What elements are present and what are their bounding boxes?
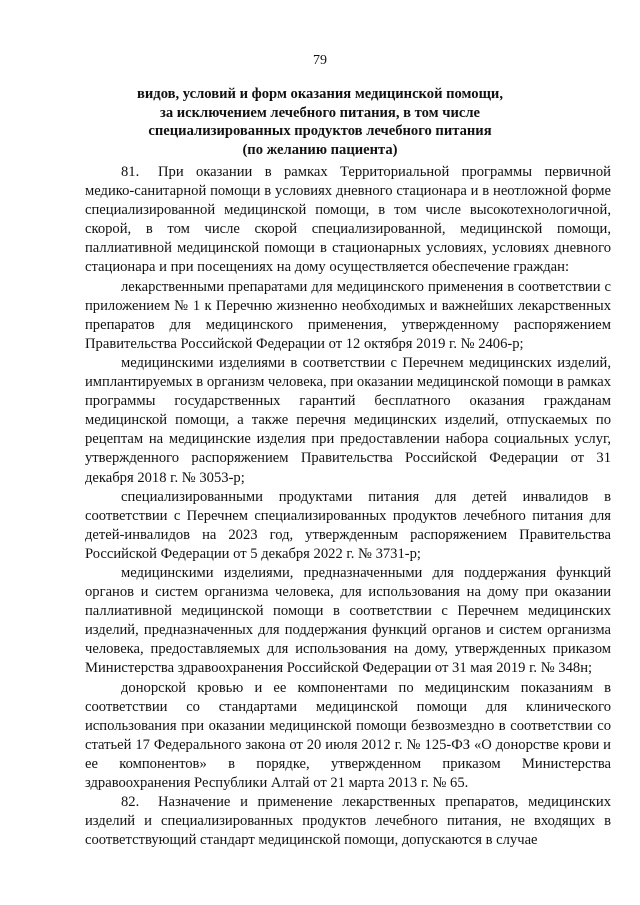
paragraph-nutrition-products <box>85 488 611 564</box>
section-heading <box>100 85 540 160</box>
paragraph-81 <box>85 163 611 278</box>
paragraph-text: медицинскими изделиями в соответствии с Перечнем медицинских изделий, имплантируемых в организм человека, при оказании медицинской помощи в рамках программы государственных гарантий бесплатного оказания гражданам медицинской помощи, а также перечня медицинских изделий, отпускаемых по рецептам на медицинские изделия при предоставлении набора социальных услуг, утвержденного распоряжением Правительства Российской Федерации от 31 декабря 2018 г. № 3053-р; <box>85 354 611 486</box>
heading-line: специализированных продуктов лечебного питания <box>148 123 492 140</box>
paragraph-text: специализированными продуктами питания для детей инвалидов в соответствии с Перечнем специализированных продуктов лечебного питания для детей-инвалидов на 2023 год, утвержденным распоряжением Правительства Российской Федерации от 5 декабря 2022 г. № 3731-р; <box>85 488 611 562</box>
paragraph-drugs <box>85 278 611 354</box>
paragraph-donor-blood <box>85 679 611 794</box>
paragraph-82 <box>85 793 611 850</box>
heading-line: (по желанию пациента) <box>242 142 398 159</box>
heading-line: видов, условий и форм оказания медицинской помощи, <box>137 86 503 102</box>
paragraph-text: медицинскими изделиями, предназначенными для поддержания функций органов и систем организма человека, для использования на дому при оказании паллиативной медицинской помощи в соответствии с Перечнем медицинских изделий, предназначенных для поддержания функций органов и систем организма человека, предоставляемых для использования на дому, утвержденных приказом Министерства здравоохранения Российской Федерации от 31 мая 2019 г. № 348н; <box>85 564 611 677</box>
paragraph-home-devices <box>85 564 611 679</box>
paragraph-number: 81. <box>121 164 140 180</box>
paragraph-text: донорской кровью и ее компонентами по медицинским показаниям в соответствии со стандартами медицинской помощи для клинического использования при оказании медицинской помощи безвозмездно в соответствии со статьей 17 Федерального закона от 20 июля 2012 г. № 125-ФЗ «О донорстве крови и ее компонентов» в порядке, утвержденном приказом Министерства здравоохранения Республики Алтай от 21 марта 2013 г. № 65. <box>85 679 611 791</box>
paragraph-text: Назначение и применение лекарственных препаратов, медицинских изделий и специализированных продуктов лечебного питания, не входящих в соответствующий стандарт медицинской помощи, допускаются в случае <box>85 794 611 849</box>
paragraph-text: лекарственными препаратами для медицинского применения в соответствии с приложением № 1 к Перечню жизненно необходимых и важнейших лекарственных препаратов для медицинского применения, утвержденному распоряжением Правительства Российской Федерации от 12 октября 2019 г. № 2406-р; <box>85 278 611 352</box>
paragraph-text: При оказании в рамках Территориальной программы первичной медико-санитарной помощи в условиях дневного стационара и в неотложной форме специализированной медицинской помощи, в том числе высокотехнологичной, скорой, в том числе скорой специализированной, медицинской помощи, паллиативной медицинской помощи в стационарных условиях, условиях дневного стационара и при посещениях на дому осуществляется обеспечение граждан: <box>85 164 611 276</box>
paragraph-number: 82. <box>121 794 140 811</box>
heading-line: за исключением лечебного питания, в том числе <box>159 104 481 121</box>
paragraph-medical-devices <box>85 354 611 488</box>
page-number: 79 <box>313 53 327 68</box>
body-text <box>85 163 611 850</box>
